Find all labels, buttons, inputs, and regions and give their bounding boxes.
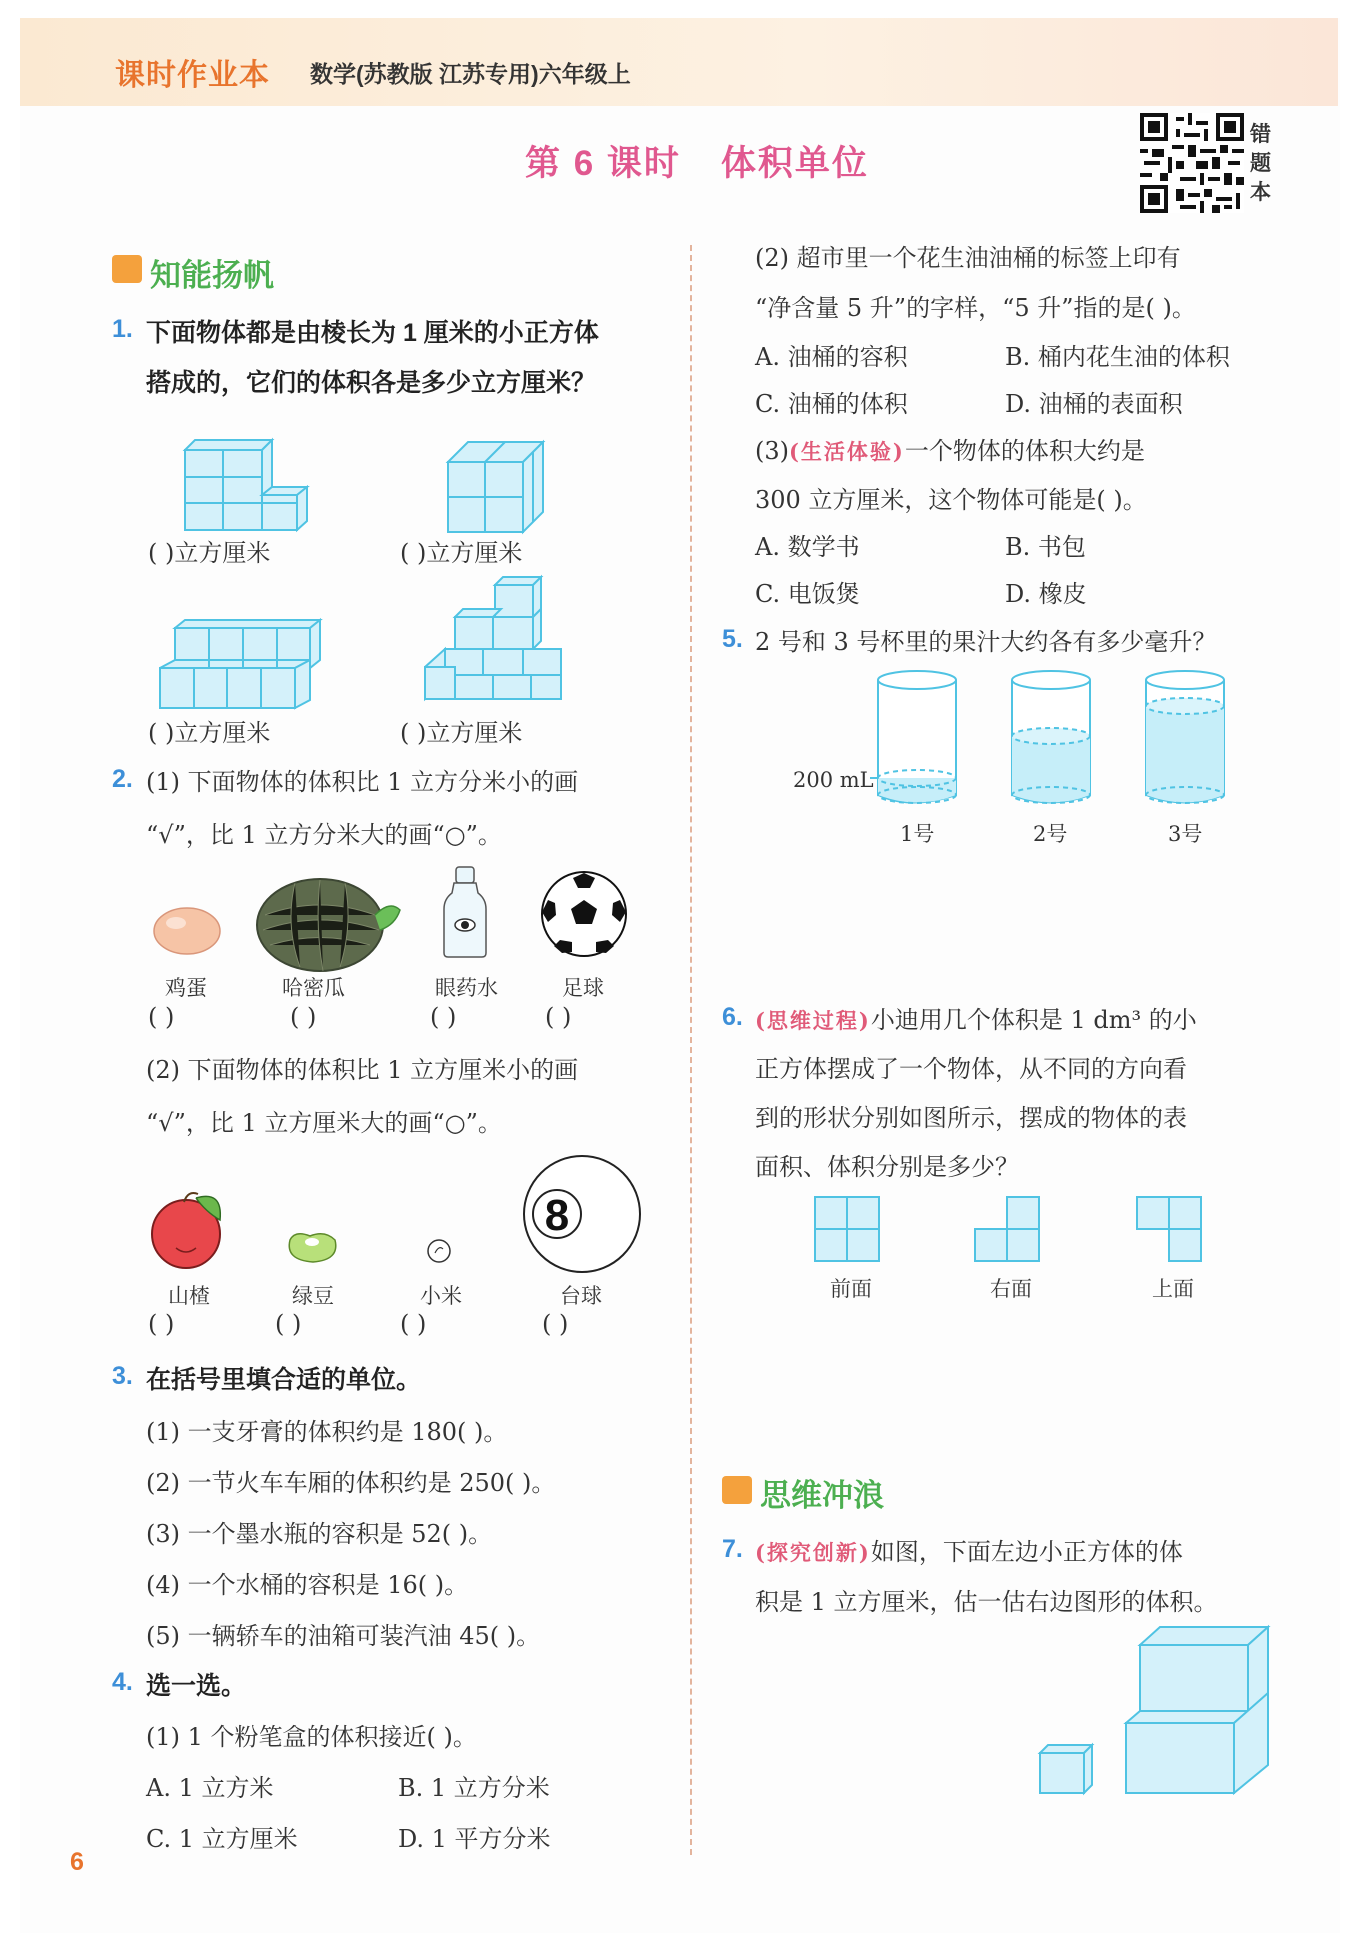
lesson-number: 第 6 课时 xyxy=(525,144,681,183)
label-billiard-ball: 台球 xyxy=(560,1284,602,1308)
q1-blank-d[interactable]: ( )立方厘米 xyxy=(400,719,523,747)
q3-item[interactable]: (2) 一节火车车厢的体积约是 250( )。 xyxy=(146,1469,556,1497)
q1-blank-b[interactable]: ( )立方厘米 xyxy=(400,539,523,567)
q6-views-figure xyxy=(815,1195,1215,1265)
q1-cube-figure-a xyxy=(180,415,305,535)
label-melon: 哈密瓜 xyxy=(282,976,345,1000)
q2-number: 2. xyxy=(112,765,133,793)
label-millet: 小米 xyxy=(420,1284,462,1308)
q4-option[interactable]: C. 电饭煲 xyxy=(755,580,860,608)
cup-label: 1号 xyxy=(900,822,935,846)
q4-option[interactable]: D. 1 平方分米 xyxy=(398,1825,551,1853)
q1-number: 1. xyxy=(112,315,133,343)
answer-paren[interactable]: ( ) xyxy=(430,1003,457,1031)
answer-paren[interactable]: ( ) xyxy=(542,1310,569,1338)
answer-paren[interactable]: ( ) xyxy=(148,1003,175,1031)
q1-cube-figure-c xyxy=(160,620,325,710)
q1-line2: 搭成的，它们的体积各是多少立方厘米？ xyxy=(146,369,597,397)
q2-part2-line2: “√”，比 1 立方厘米大的画“○”。 xyxy=(146,1109,502,1137)
q3-number: 3. xyxy=(112,1362,133,1390)
q4-option[interactable]: A. 1 立方米 xyxy=(146,1774,274,1802)
q6-line2: 正方体摆成了一个物体，从不同的方向看 xyxy=(755,1055,1187,1083)
soccer-ball-image xyxy=(540,870,628,958)
qr-code-icon[interactable] xyxy=(1140,113,1244,213)
life-experience-tag: (生活体验) xyxy=(789,439,905,464)
q3-item[interactable]: (1) 一支牙膏的体积约是 180( )。 xyxy=(146,1418,508,1446)
q4-part2-line2: “净含量 5 升”的字样，“5 升”指的是( )。 xyxy=(755,294,1196,322)
millet-image xyxy=(425,1237,453,1265)
label-soccer-ball: 足球 xyxy=(562,976,604,1000)
section-title-1: 知能扬帆 xyxy=(150,258,274,293)
q4-option[interactable]: B. 桶内花生油的体积 xyxy=(1005,343,1230,371)
qr-label: 错 题 本 xyxy=(1250,123,1271,204)
q7-number: 7. xyxy=(722,1535,743,1563)
q1-blank-a[interactable]: ( )立方厘米 xyxy=(148,539,271,567)
q4-part2-line1: (2) 超市里一个花生油油桶的标签上印有 xyxy=(755,244,1181,272)
thinking-process-tag: (思维过程) xyxy=(755,1008,871,1033)
answer-paren[interactable]: ( ) xyxy=(400,1310,427,1338)
page-number: 6 xyxy=(70,1848,84,1876)
view-label-top: 上面 xyxy=(1152,1277,1194,1301)
q4-number: 4. xyxy=(112,1668,133,1696)
label-egg: 鸡蛋 xyxy=(165,976,207,1000)
q3-item[interactable]: (3) 一个墨水瓶的容积是 52( )。 xyxy=(146,1520,493,1548)
column-divider xyxy=(690,245,692,1855)
q7-cubes-figure xyxy=(1040,1625,1275,1795)
q2-part2-line1: (2) 下面物体的体积比 1 立方厘米小的画 xyxy=(146,1056,579,1084)
q4-option[interactable]: B. 1 立方分米 xyxy=(398,1774,550,1802)
q5-200ml-mark: 200 mL xyxy=(793,768,874,792)
eye-drops-image xyxy=(440,865,490,960)
label-eye-drops: 眼药水 xyxy=(435,976,498,1000)
q6-line4: 面积、体积分别是多少？ xyxy=(755,1153,1019,1181)
q4-part1: (1) 1 个粉笔盒的体积接近( )。 xyxy=(146,1723,477,1751)
melon-image xyxy=(255,875,405,975)
q1-cube-figure-d xyxy=(425,577,570,707)
answer-paren[interactable]: ( ) xyxy=(275,1310,302,1338)
explore-innovate-tag: (探究创新) xyxy=(755,1540,871,1565)
q3-title: 在括号里填合适的单位。 xyxy=(146,1366,422,1394)
q4-option[interactable]: D. 油桶的表面积 xyxy=(1005,390,1183,418)
hawthorn-image xyxy=(148,1190,228,1270)
q4-option[interactable]: B. 书包 xyxy=(1005,533,1086,561)
q7-line1: (探究创新)如图，下面左边小正方体的体 xyxy=(755,1538,1183,1566)
q4-part3-line1: (3)(生活体验)一个物体的体积大约是 xyxy=(755,437,1145,465)
q4-part3-line2: 300 立方厘米，这个物体可能是( )。 xyxy=(755,486,1147,514)
label-mung-bean: 绿豆 xyxy=(292,1284,334,1308)
lesson-title xyxy=(525,136,909,186)
mung-bean-image xyxy=(285,1230,340,1265)
view-label-right: 右面 xyxy=(990,1277,1032,1301)
egg-image xyxy=(152,905,222,957)
cup-label: 3号 xyxy=(1168,822,1203,846)
q6-line3: 到的形状分别如图所示，摆成的物体的表 xyxy=(755,1104,1187,1132)
answer-paren[interactable]: ( ) xyxy=(545,1003,572,1031)
section-title-2: 思维冲浪 xyxy=(760,1478,884,1513)
view-label-front: 前面 xyxy=(830,1277,872,1301)
q5-cups-figure xyxy=(870,670,1240,815)
q6-line1: (思维过程)小迪用几个体积是 1 dm³ 的小 xyxy=(755,1006,1197,1034)
book-subject: 数学(苏教版 江苏专用)六年级上 xyxy=(310,61,631,87)
q2-part1-line2: “√”，比 1 立方分米大的画“○”。 xyxy=(146,821,502,849)
q3-item[interactable]: (4) 一个水桶的容积是 16( )。 xyxy=(146,1571,469,1599)
q6-number: 6. xyxy=(722,1003,743,1031)
q1-blank-c[interactable]: ( )立方厘米 xyxy=(148,719,271,747)
label-hawthorn: 山楂 xyxy=(168,1284,210,1308)
q4-option[interactable]: A. 油桶的容积 xyxy=(755,343,908,371)
q4-option[interactable]: D. 橡皮 xyxy=(1005,580,1087,608)
section-wave-icon xyxy=(722,1476,752,1504)
q4-option[interactable]: C. 1 立方厘米 xyxy=(146,1825,298,1853)
section-sail-icon xyxy=(112,255,142,283)
answer-paren[interactable]: ( ) xyxy=(148,1310,175,1338)
q7-line2: 积是 1 立方厘米，估一估右边图形的体积。 xyxy=(755,1588,1218,1616)
q1-line1: 下面物体都是由棱长为 1 厘米的小正方体 xyxy=(146,319,599,347)
q3-item[interactable]: (5) 一辆轿车的油箱可装汽油 45( )。 xyxy=(146,1622,541,1650)
billiard-ball-image xyxy=(520,1152,645,1277)
lesson-topic: 体积单位 xyxy=(720,144,869,183)
cup-label: 2号 xyxy=(1033,822,1068,846)
book-brand: 课时作业本 xyxy=(115,59,270,92)
q2-part1-line1: (1) 下面物体的体积比 1 立方分米小的画 xyxy=(146,768,579,796)
q1-cube-figure-b xyxy=(448,440,548,535)
q5-number: 5. xyxy=(722,625,743,653)
q5-text: 2 号和 3 号杯里的果汁大约各有多少毫升？ xyxy=(755,628,1217,656)
answer-paren[interactable]: ( ) xyxy=(290,1003,317,1031)
q4-option[interactable]: C. 油桶的体积 xyxy=(755,390,908,418)
q4-title: 选一选。 xyxy=(146,1672,247,1700)
q4-option[interactable]: A. 数学书 xyxy=(755,533,860,561)
billiard-ball-number: 8 xyxy=(544,1191,570,1240)
